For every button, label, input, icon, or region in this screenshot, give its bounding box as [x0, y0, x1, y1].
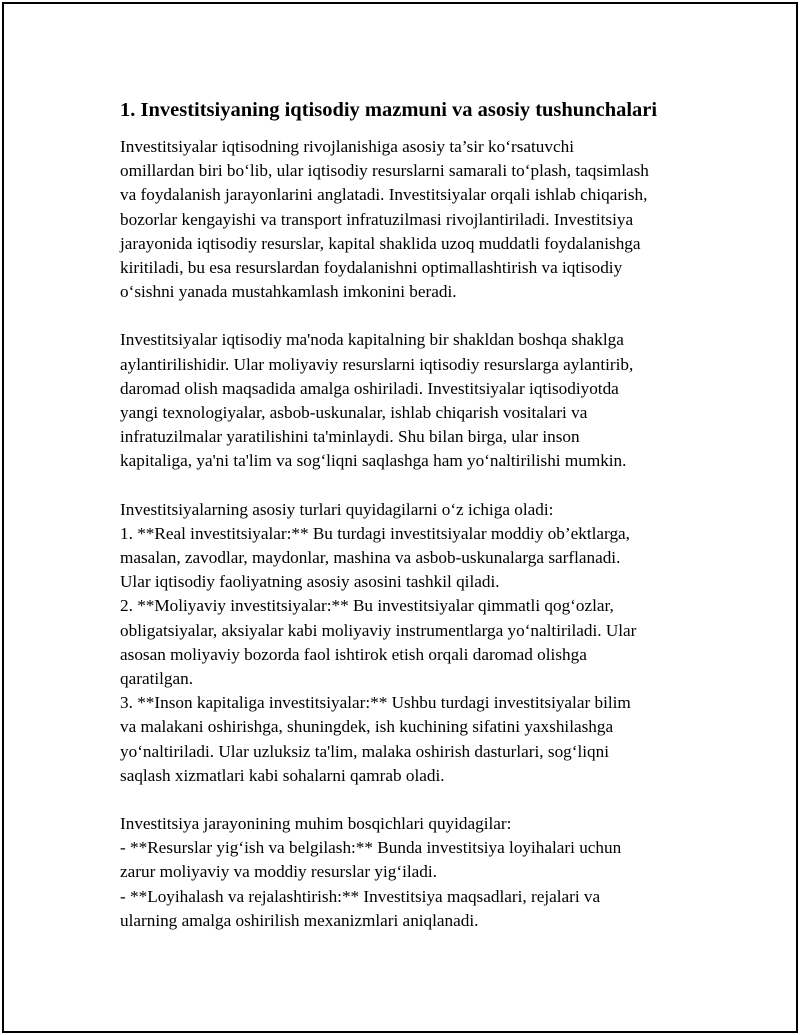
text-line: Investitsiya jarayonining muhim bosqichlari quyidagilar:	[120, 814, 512, 834]
text-line: aylantirilishidir. Ular moliyaviy resurslarni iqtisodiy resurslarga aylantirib,	[120, 354, 634, 374]
document-page	[2, 2, 798, 1033]
text-line: masalan, zavodlar, maydonlar, mashina va asbob-uskunalarga sarflanadi.	[120, 548, 621, 568]
text-line: 1. **Real investitsiyalar:** Bu turdagi investitsiyalar moddiy ob’ektlarga,	[120, 523, 630, 543]
text-line: qaratilgan.	[120, 669, 194, 689]
text-line: va foydalanish jarayonlarini anglatadi. Investitsiyalar orqali ishlab chiqarish,	[120, 185, 648, 205]
text-line: va malakani oshirishga, shuningdek, ish kuchining sifatini yaxshilashga	[120, 717, 614, 737]
text-line: 3. **Inson kapitaliga investitsiyalar:** Ushbu turdagi investitsiyalar bilim	[120, 693, 631, 713]
section-heading: 1. Investitsiyaning iqtisodiy mazmuni va asosiy tushunchalari	[120, 99, 658, 121]
text-line: kapitaliga, ya'ni ta'lim va sog‘liqni saqlashga ham yo‘naltirilishi mumkin.	[120, 451, 627, 471]
text-line: Investitsiyalarning asosiy turlari quyidagilarni o‘z ichiga oladi:	[120, 499, 554, 519]
text-line: saqlash xizmatlari kabi sohalarni qamrab oladi.	[120, 765, 445, 785]
text-line: Investitsiyalar iqtisodning rivojlanishiga asosiy ta’sir ko‘rsatuvchi	[120, 137, 574, 156]
text-line: Ular iqtisodiy faoliyatning asosiy asosini tashkil qiladi.	[120, 572, 500, 592]
text-line: ularning amalga oshirilish mexanizmlari aniqlanadi.	[120, 910, 479, 930]
text-line: - **Loyihalash va rejalashtirish:** Investitsiya maqsadlari, rejalari va	[120, 886, 601, 906]
text-line: yo‘naltiriladi. Ular uzluksiz ta'lim, malaka oshirish dasturlari, sog‘liqni	[120, 741, 610, 761]
paragraph-investment-stages	[120, 812, 700, 933]
text-line: zarur moliyaviy va moddiy resurslar yig‘iladi.	[120, 862, 437, 882]
text-line: obligatsiyalar, aksiyalar kabi moliyaviy instrumentlarga yo‘naltiriladi. Ular	[120, 620, 637, 640]
text-line: daromad olish maqsadida amalga oshiriladi. Investitsiyalar iqtisodiyotda	[120, 378, 619, 398]
text-line: infratuzilmalar yaratilishini ta'minlaydi. Shu bilan birga, ular inson	[120, 427, 580, 447]
paragraph-investment-types	[120, 498, 700, 788]
text-line: bozorlar kengayishi va transport infratuzilmasi rivojlantiriladi. Investitsiya	[120, 209, 634, 229]
text-line: 2. **Moliyaviy investitsiyalar:** Bu investitsiyalar qimmatli qog‘ozlar,	[120, 596, 614, 616]
paragraph-definition	[120, 328, 700, 473]
text-line: Investitsiyalar iqtisodiy ma'noda kapitalning bir shakldan boshqa shaklga	[120, 330, 624, 350]
document-body	[120, 96, 700, 957]
text-line: omillardan biri bo‘lib, ular iqtisodiy resurslarni samarali to‘plash, taqsimlash	[120, 161, 649, 181]
text-line: kiritiladi, bu esa resurslardan foydalanishni optimallashtirish va iqtisodiy	[120, 258, 623, 278]
text-line: o‘sishni yanada mustahkamlash imkonini beradi.	[120, 282, 457, 302]
text-line: - **Resurslar yig‘ish va belgilash:** Bunda investitsiya loyihalari uchun	[120, 838, 622, 858]
text-line: yangi texnologiyalar, asbob-uskunalar, ishlab chiqarish vositalari va	[120, 403, 588, 423]
text-line: jarayonida iqtisodiy resurslar, kapital shaklida uzoq muddatli foydalanishga	[120, 233, 641, 253]
paragraph-intro	[120, 135, 700, 304]
text-line: asosan moliyaviy bozorda faol ishtirok etish orqali daromad olishga	[120, 644, 587, 664]
